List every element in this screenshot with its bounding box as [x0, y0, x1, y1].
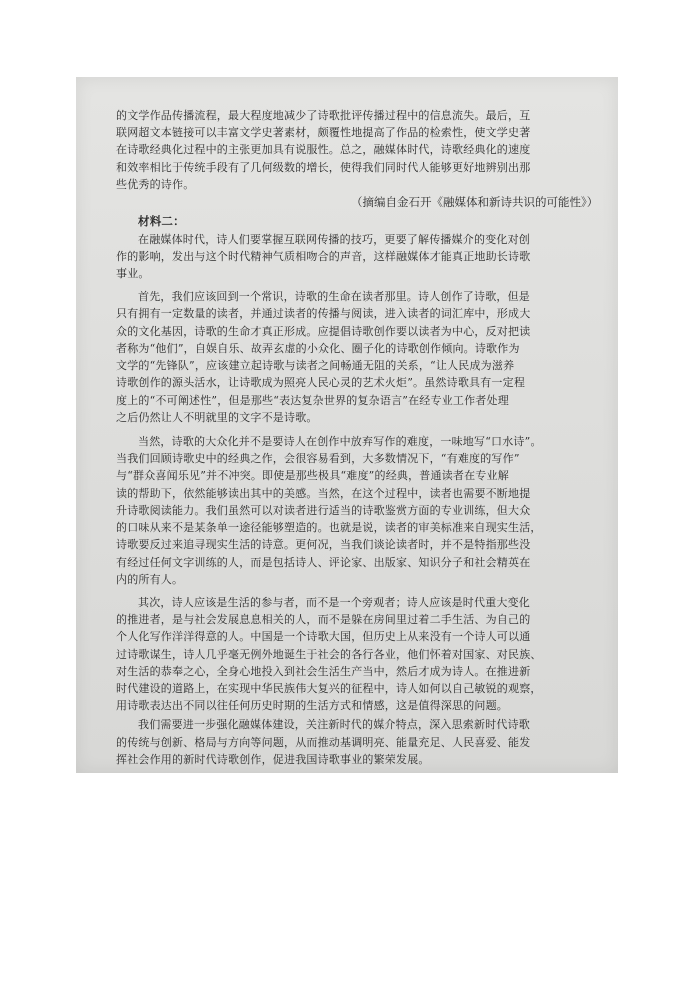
text-line: 者称为“他们”，自娱自乐、故弄玄虚的小众化、圈子化的诗歌创作倾向。诗歌作为 [116, 342, 520, 355]
document-photo [76, 77, 618, 773]
text-line: 之后仍然让人不明就里的文字不是诗歌。 [116, 411, 318, 424]
text-line: 与“群众喜闻乐见”并不冲突。即使是那些极具“难度”的经典，普通读者在专业解 [116, 469, 509, 482]
text-line: 其次，诗人应该是生活的参与者，而不是一个旁观者；诗人应该是时代重大变化 [138, 596, 530, 609]
text-line: 过诗歌谋生，诗人几乎毫无例外地诞生于社会的各行各业，他们怀着对国家、对民族、 [116, 648, 542, 661]
text-line: 诗歌创作的源头活水，让诗歌成为照亮人民心灵的艺术火炬”。虽然诗歌具有一定程 [116, 376, 526, 389]
text-line: 在融媒体时代，诗人们要掌握互联网传播的技巧，更要了解传播媒介的变化对创 [138, 233, 530, 246]
text-line: 作的影响，发出与这个时代精神气质相吻合的声音，这样融媒体才能真正地助长诗歌 [116, 250, 531, 263]
text-line: 联网超文本链接可以丰富文学史著素材，颇覆性地提高了作品的检索性，使文学史著 [116, 126, 531, 139]
text-line: 读的帮助下，依然能够读出其中的美感。当然，在这个过程中，读者也需要不断地提 [116, 487, 531, 500]
text-line: 事业。 [116, 267, 150, 280]
text-line: 的推进者，是与社会发展息息相关的人，而不是躲在房间里过着二手生活、为自己的 [116, 613, 531, 626]
text-line: 和效率相比于传统手段有了几何级数的增长，使得我们同时代人能够更好地辨别出那 [116, 161, 531, 174]
text-line: 只有拥有一定数量的读者，并通过读者的传播与阅读，进入读者的词汇库中，形成大 [116, 307, 531, 320]
text-line: 当然，诗歌的大众化并不是要诗人在创作中放弃写作的难度，一味地写“口水诗”。 [138, 435, 542, 448]
text-line: 些优秀的诗作。 [116, 178, 195, 191]
text-line: 度上的“不可阐述性”，但是那些“表达复杂世界的复杂语言”在经专业工作者处理 [116, 394, 509, 407]
text-line: 我们需要进一步强化融媒体建设，关注新时代的媒介特点，深入思索新时代诗歌 [138, 718, 530, 731]
text-line: 首先，我们应该回到一个常识，诗歌的生命在读者那里。诗人创作了诗歌，但是 [138, 290, 530, 303]
text-line: 个人化写作洋洋得意的人。中国是一个诗歌大国，但历史上从来没有一个诗人可以通 [116, 630, 531, 643]
text-line: 用诗歌表达出不同以往任何历史时期的生活方式和情感，这是值得深思的问题。 [116, 699, 508, 712]
text-line: 众的文化基因，诗歌的生命才真正形成。应提倡诗歌创作要以读者为中心，反对把读 [116, 325, 531, 338]
section-heading: 材料二： [138, 214, 185, 228]
text-line: 升诗歌阅读能力。我们虽然可以对读者进行适当的诗歌鉴赏方面的专业训练，但大众 [116, 504, 531, 517]
text-line: 有经过任何文字训练的人，而是包括诗人、评论家、出版家、知识分子和社会精英在 [116, 556, 531, 569]
text-line: 的传统与创新、格局与方向等问题，从而推动基调明亮、能量充足、人民喜爱、能发 [116, 736, 531, 749]
text-line: 当我们回顾诗歌史中的经典之作，会很容易看到，大多数情况下，“有难度的写作” [116, 452, 520, 465]
text-line: 时代建设的道路上，在实现中华民族伟大复兴的征程中，诗人如何以自己敏锐的观察， [116, 682, 542, 695]
source-citation: （摘编自金石开《融媒体和新诗共识的可能性》） [351, 195, 599, 209]
text-line: 的口味从来不是某条单一途径能够塑造的。也就是说，读者的审美标准来自现实生活， [116, 521, 542, 534]
text-line: 诗歌要反过来追寻现实生活的诗意。更何况，当我们谈论读者时，并不是特指那些没 [116, 538, 531, 551]
text-line: 文学的“先锋队”，应该建立起诗歌与读者之间畅通无阻的关系，“让人民成为滋养 [116, 359, 515, 372]
text-line: 挥社会作用的新时代诗歌创作，促进我国诗歌事业的繁荣发展。 [116, 753, 430, 766]
text-line: 的文学作品传播流程，最大程度地减少了诗歌批评传播过程中的信息流失。最后，互 [116, 109, 531, 122]
text-line: 对生活的恭奉之心，全身心地投入到社会生活生产当中，然后才成为诗人。在推进新 [116, 665, 531, 678]
text-line: 内的所有人。 [116, 573, 184, 586]
text-line: 在诗歌经典化过程中的主张更加具有说服性。总之，融媒体时代，诗歌经典化的速度 [116, 143, 531, 156]
